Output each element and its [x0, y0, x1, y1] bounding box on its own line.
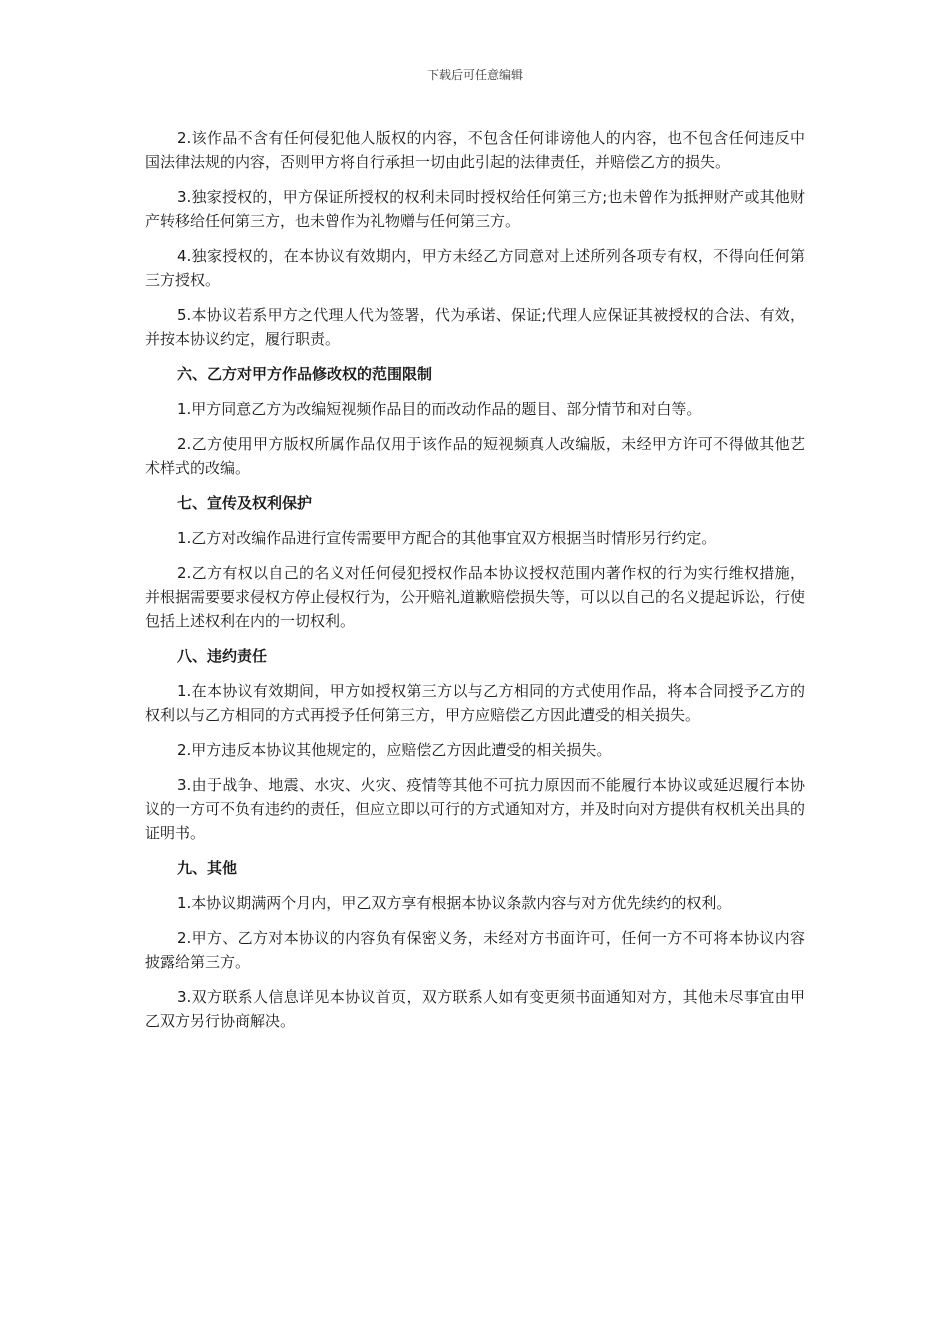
clause-9-1: 1.本协议期满两个月内，甲乙双方享有根据本协议条款内容与对方优先续约的权利。	[177, 894, 732, 912]
clause-7-1: 1.乙方对改编作品进行宣传需要甲方配合的其他事宜双方根据当时情形另行约定。	[177, 529, 717, 547]
clause-5-4: 4.独家授权的，在本协议有效期内，甲方未经乙方同意对上述所列各项专有权，不得向任何第三方授权。	[145, 247, 805, 289]
document-body	[145, 126, 805, 1044]
section-9-heading: 九、其他	[177, 859, 238, 877]
clause-9-2: 2.甲方、乙方对本协议的内容负有保密义务，未经对方书面许可，任何一方不可将本协议内容披露给第三方。	[145, 929, 805, 971]
clause-6-1: 1.甲方同意乙方为改编短视频作品目的而改动作品的题目、部分情节和对白等。	[177, 400, 702, 418]
clause-9-3: 3.双方联系人信息详见本协议首页，双方联系人如有变更须书面通知对方，其他未尽事宜由甲乙双方另行协商解决。	[145, 988, 805, 1030]
clause-8-1: 1.在本协议有效期间，甲方如授权第三方以与乙方相同的方式使用作品，将本合同授予乙方的权利以与乙方相同的方式再授予任何第三方，甲方应赔偿乙方因此遭受的相关损失。	[145, 682, 805, 724]
clause-5-2: 2.该作品不含有任何侵犯他人版权的内容，不包含任何诽谤他人的内容，也不包含任何违反中国法律法规的内容，否则甲方将自行承担一切由此引起的法律责任，并赔偿乙方的损失。	[145, 129, 805, 171]
clause-8-2: 2.甲方违反本协议其他规定的，应赔偿乙方因此遭受的相关损失。	[177, 741, 612, 759]
clause-5-5: 5.本协议若系甲方之代理人代为签署，代为承诺、保证;代理人应保证其被授权的合法、有效，并按本协议约定，履行职责。	[145, 306, 805, 348]
clause-5-3: 3.独家授权的，甲方保证所授权的权利未同时授权给任何第三方;也未曾作为抵押财产或其他财产转移给任何第三方，也未曾作为礼物赠与任何第三方。	[145, 188, 805, 230]
clause-8-3: 3.由于战争、地震、水灾、火灾、疫情等其他不可抗力原因而不能履行本协议或延迟履行本协议的一方可不负有违约的责任，但应立即以可行的方式通知对方，并及时向对方提供有权机关出具的证明书。	[145, 776, 806, 842]
section-6-heading: 六、乙方对甲方作品修改权的范围限制	[177, 365, 433, 383]
page-header: 下载后可任意编辑	[426, 68, 523, 82]
clause-6-2: 2.乙方使用甲方版权所属作品仅用于该作品的短视频真人改编版，未经甲方许可不得做其他艺术样式的改编。	[145, 435, 805, 477]
clause-7-2: 2.乙方有权以自己的名义对任何侵犯授权作品本协议授权范围内著作权的行为实行维权措施，并根据需要要求侵权方停止侵权行为，公开赔礼道歉赔偿损失等，可以以自己的名义提起诉讼，行使包括上述权利在内的一切权利。	[145, 564, 806, 630]
section-7-heading: 七、宣传及权利保护	[177, 494, 313, 512]
section-8-heading: 八、违约责任	[177, 647, 268, 665]
